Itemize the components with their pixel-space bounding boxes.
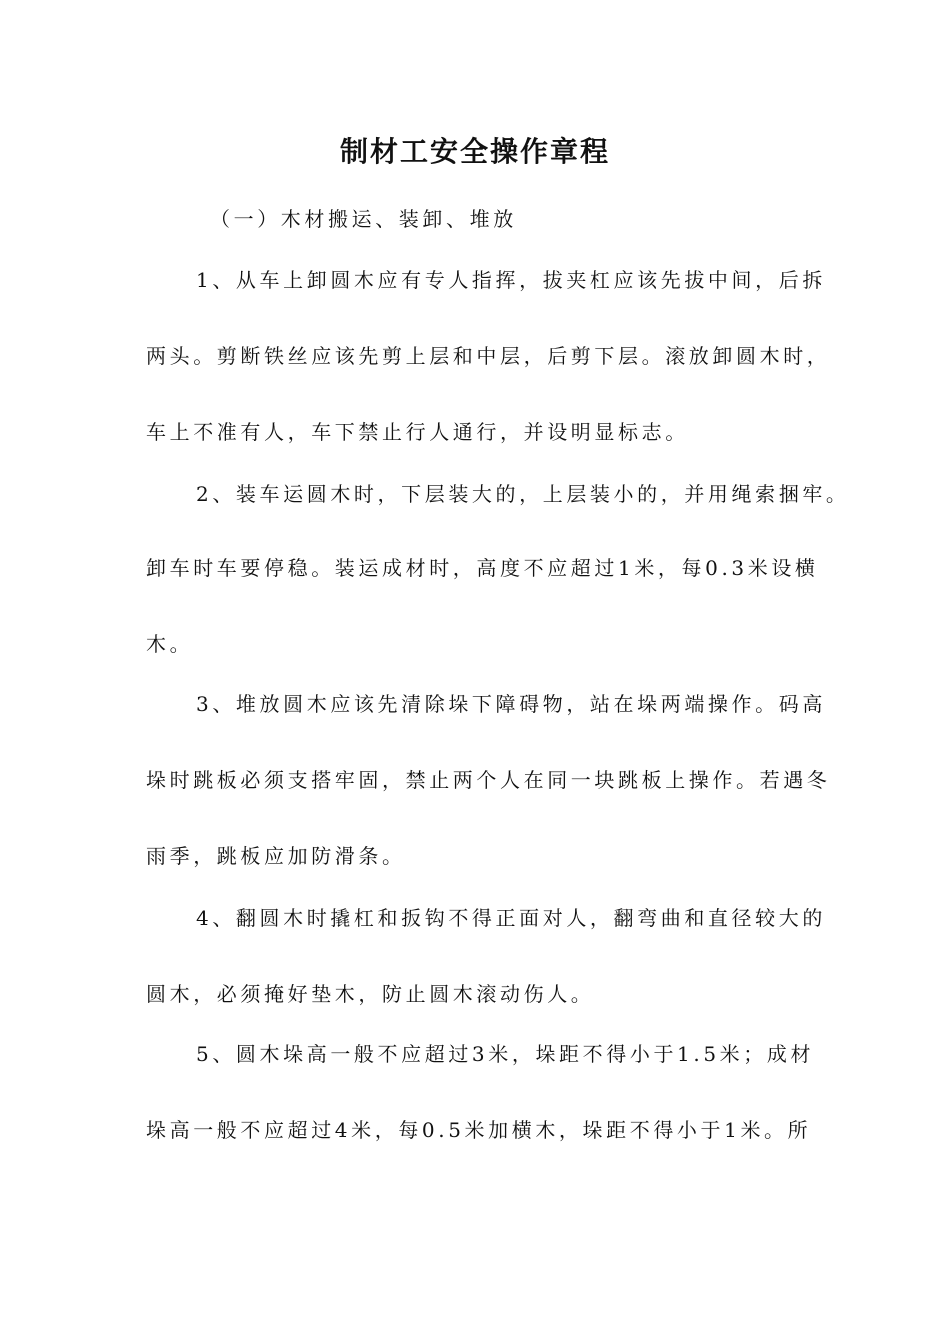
paragraph-line: 5、圆木垛高一般不应超过3米，垛距不得小于1.5米；成材 [196,1042,815,1066]
paragraph-line: 卸车时车要停稳。装运成材时，高度不应超过1米，每0.3米设横 [146,556,819,580]
paragraph-line: 垛高一般不应超过4米，每0.5米加横木，垛距不得小于1米。所 [146,1118,812,1142]
paragraph-line: 1、从车上卸圆木应有专人指挥，拔夹杠应该先拔中间，后拆 [196,268,826,292]
document-title: 制材工安全操作章程 [339,135,610,168]
paragraph-line: 车上不准有人，车下禁止行人通行，并设明显标志。 [146,420,689,444]
paragraph-line: 4、翻圆木时撬杠和扳钩不得正面对人，翻弯曲和直径较大的 [196,906,826,930]
paragraph-line: 木。 [146,632,194,656]
paragraph-line: 3、堆放圆木应该先清除垛下障碍物，站在垛两端操作。码高 [196,692,826,716]
paragraph-line: 雨季，跳板应加防滑条。 [146,844,406,868]
paragraph-line: 两头。剪断铁丝应该先剪上层和中层，后剪下层。滚放卸圆木时， [146,344,831,368]
paragraph-line: 垛时跳板必须支搭牢固，禁止两个人在同一块跳板上操作。若遇冬 [146,768,831,792]
paragraph-line: 圆木，必须掩好垫木，防止圆木滚动伤人。 [146,982,595,1006]
paragraph-line: 2、装车运圆木时，下层装大的，上层装小的，并用绳索捆牢。 [196,482,850,506]
section-heading: （一）木材搬运、装卸、堆放 [210,207,517,231]
